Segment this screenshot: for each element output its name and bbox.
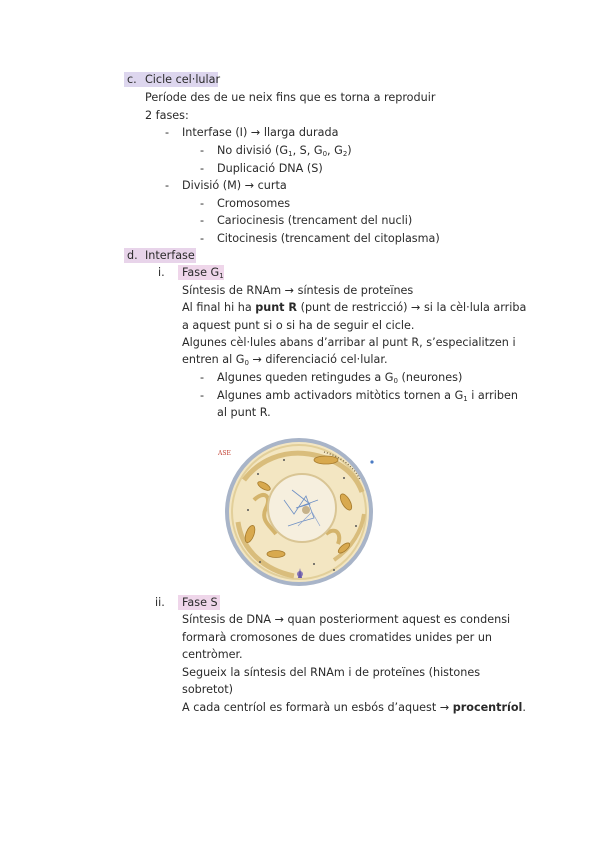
ribosome [313, 563, 315, 565]
phase-i-bullet: Algunes amb activadors mitòtics tornen a $G_1$ i arriben [217, 389, 518, 403]
phase-ii-line: centròmer. [182, 648, 243, 661]
interphase-item-duplication: Duplicació DNA (S) [217, 162, 323, 175]
bullet-dash: - [200, 389, 205, 402]
phase-ii-line: formarà cromosones de dues cromatides unides per un [182, 631, 493, 644]
ribosome [247, 509, 249, 511]
particle [370, 460, 373, 463]
division-item: Citocinesis (trencament del citoplasma) [217, 232, 440, 245]
phase-i-line: Síntesis de RNAm → síntesis de proteïnes [182, 284, 414, 297]
phase-i-marker: i. [158, 266, 165, 279]
phase-i-line: entren al $G_0$ → diferenciació cel·lular. [182, 353, 388, 367]
phase-ii-marker: ii. [155, 596, 165, 609]
mitochondrion [314, 456, 338, 464]
bullet-dash: - [200, 197, 205, 210]
cell-illustration [214, 430, 384, 588]
interphase-item-nodivision: No divisió ($G_1$, S, $G_0$, $G_2$) [217, 144, 352, 158]
bullet-dash: - [200, 162, 205, 175]
phase-ii-line: Síntesis de DNA → quan posteriorment aquest es condensi [182, 613, 511, 626]
phase-ii-line: A cada centríol es formarà un esbós d’aquest → procentríol. [182, 701, 526, 714]
bullet-dash: - [165, 179, 170, 192]
phase-ii-title: Fase S [182, 596, 218, 609]
section-d-marker: d. [127, 249, 138, 262]
bullet-dash: - [200, 371, 205, 384]
phase-i-title: Fase $G_1$ [182, 266, 224, 280]
bullet-dash: - [200, 144, 205, 157]
ribosome [283, 459, 285, 461]
bullet-dash: - [200, 232, 205, 245]
ribosome [259, 561, 261, 563]
phase-i-line: Al final hi ha punt R (punt de restricció) → si la cèl·lula arriba [182, 301, 527, 314]
bullet-dash: - [165, 126, 170, 139]
division-label: Divisió (M) → curta [182, 179, 287, 192]
ribosome [343, 477, 345, 479]
section-c-title: Cicle cel·lular [145, 73, 221, 86]
phase-ii-line: sobretot) [182, 683, 233, 696]
interphase-label: Interfase (I) → llarga durada [182, 126, 339, 139]
phase-i-bullet-cont: al punt R. [217, 406, 271, 419]
phase-ii-line: Segueix la síntesis del RNAm i de proteïnes (histones [182, 666, 481, 679]
figure-label: ASE [218, 450, 231, 457]
nucleolus [302, 506, 310, 514]
division-item: Cromosomes [217, 197, 291, 210]
phase-i-line: a aquest punt si o si ha de seguir el cicle. [182, 319, 415, 332]
mitochondrion [267, 551, 285, 558]
ribosome [257, 473, 259, 475]
bullet-dash: - [200, 214, 205, 227]
phases-count: 2 fases: [145, 109, 189, 122]
phase-i-line: Algunes cèl·lules abans d’arribar al punt R, s’especialitzen i [182, 336, 516, 349]
nucleus [268, 474, 336, 542]
ribosome [333, 569, 335, 571]
section-d-title: Interfase [145, 249, 195, 262]
phase-i-bullet: Algunes queden retingudes a $G_0$ (neurones) [217, 371, 463, 385]
ribosome [355, 525, 357, 527]
section-c-definition: Període des de ue neix fins que es torna a reproduir [145, 91, 436, 104]
section-c-marker: c. [127, 73, 137, 86]
division-item: Cariocinesis (trencament del nucli) [217, 214, 413, 227]
